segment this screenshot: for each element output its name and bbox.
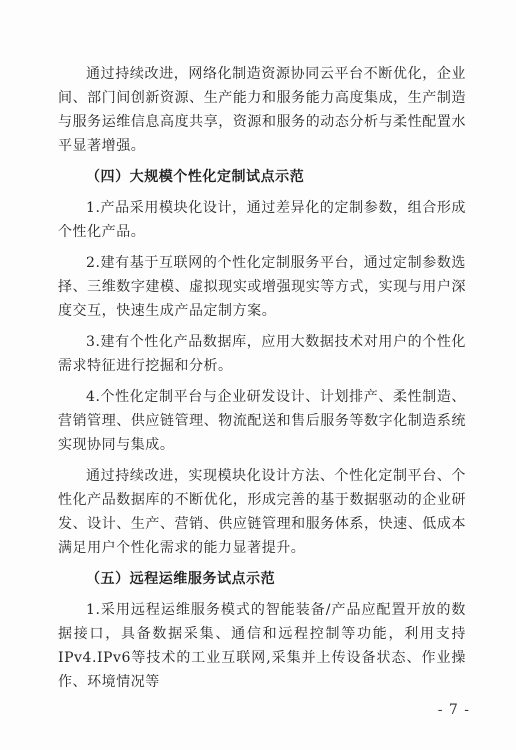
paragraph-item-4-4: 4.个性化定制平台与企业研发设计、计划排产、柔性制造、营销管理、供应链管理、物流配送和售后服务等数字化制造系统实现协同与集成。 [58, 389, 466, 453]
paragraph-item-4-2: 2.建有基于互联网的个性化定制服务平台，通过定制参数选择、三维数字建模、虚拟现实或增强现实等方式，实现与用户深度交互，快速生成产品定制方案。 [58, 255, 466, 319]
paragraph-item-4-3: 3.建有个性化产品数据库，应用大数据技术对用户的个性化需求特征进行挖掘和分析。 [58, 334, 466, 374]
page-number: - 7 - [437, 702, 470, 718]
section-heading-4: （四）大规模个性化定制试点示范 [86, 169, 305, 185]
section-heading-5: （五）远程运维服务试点示范 [86, 571, 276, 587]
paragraph-item-5-1: 1.采用远程运维服务模式的智能装备/产品应配置开放的数据接口，具备数据采集、通信和远程控制等功能，利用支持IPv4.IPv6等技术的工业互联网,采集并上传设备状态、作业操作、环境情况等 [58, 602, 466, 690]
paragraph-intro: 通过持续改进，网络化制造资源协同云平台不断优化，企业间、部门间创新资源、生产能力和服务能力高度集成，生产制造与服务运维信息高度共享，资源和服务的动态分析与柔性配置水平显著增强。 [58, 66, 466, 154]
paragraph-item-4-1: 1.产品采用模块化设计，通过差异化的定制参数，组合形成个性化产品。 [58, 200, 466, 240]
document-body [58, 62, 466, 701]
paragraph-summary-4: 通过持续改进，实现模块化设计方法、个性化定制平台、个性化产品数据库的不断优化，形成完善的基于数据驱动的企业研发、设计、生产、营销、供应链管理和服务体系，快速、低成本满足用户个性化需求的能力显著提升。 [58, 468, 466, 556]
